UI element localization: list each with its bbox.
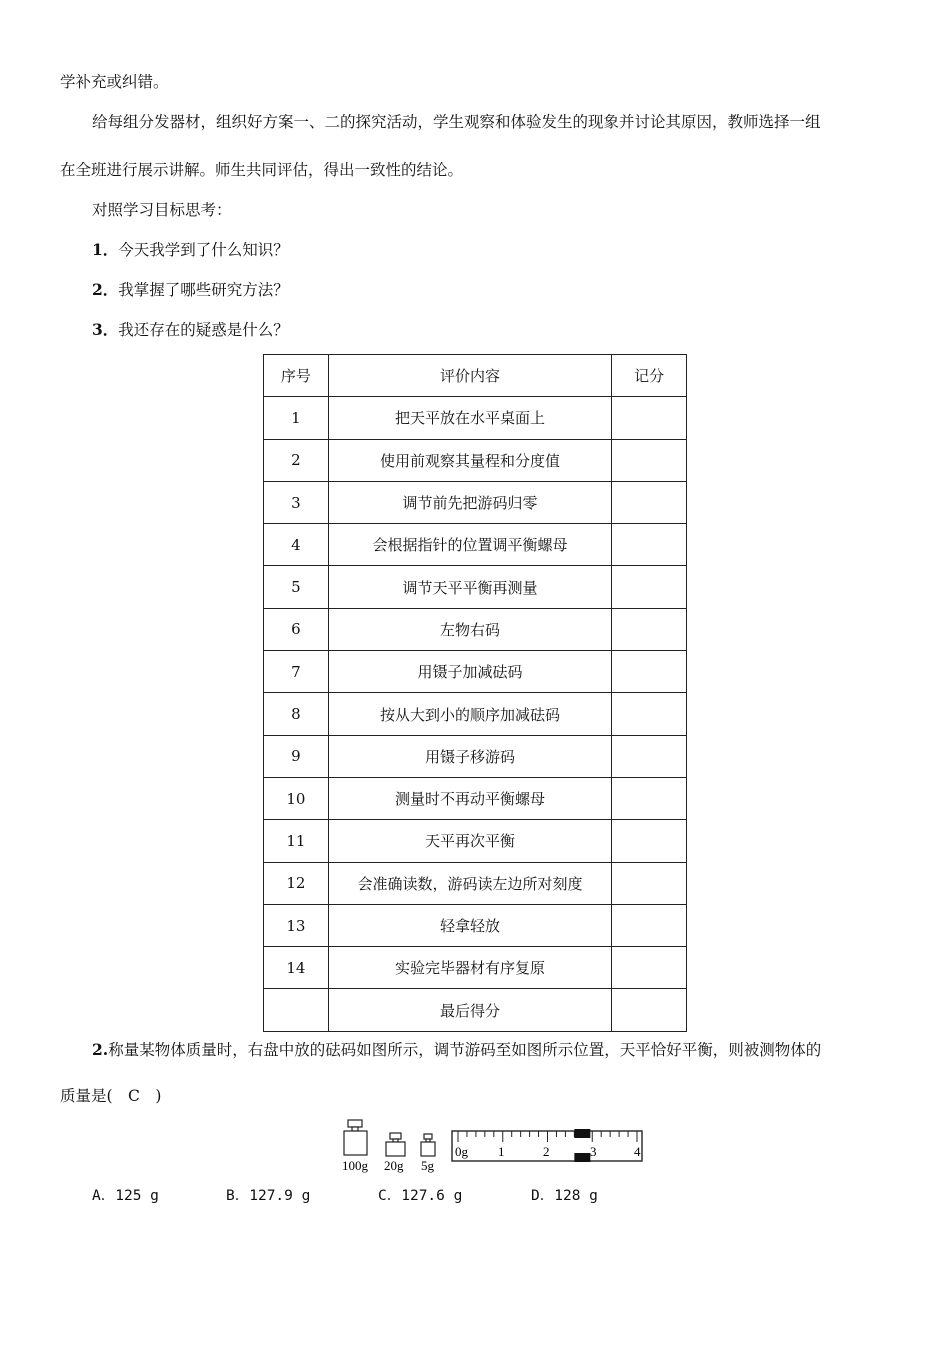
row-content: 会根据指针的位置调平衡螺母 — [328, 524, 611, 566]
paragraph-2-line-b: 在全班进行展示讲解。师生共同评估，得出一致性的结论。 — [60, 161, 464, 179]
row-score — [612, 693, 687, 735]
evaluation-table — [263, 354, 687, 1032]
row-score — [612, 439, 687, 481]
row-number: 9 — [264, 735, 329, 777]
row-number: 13 — [264, 904, 329, 946]
reflect-title: 对照学习目标思考： — [92, 201, 232, 219]
table-row — [264, 481, 687, 523]
row-content: 调节前先把游码归零 — [328, 481, 611, 523]
rider-top-icon — [574, 1129, 590, 1138]
row-number: 1 — [264, 397, 329, 439]
table-row — [264, 397, 687, 439]
question-3-number: 3． — [92, 320, 119, 339]
header-score: 记分 — [612, 355, 687, 397]
option-d: D．128 g — [531, 1188, 598, 1204]
weight-5g-icon — [421, 1134, 435, 1156]
row-number: 8 — [264, 693, 329, 735]
weight-100g-icon — [344, 1120, 367, 1155]
table-row — [264, 947, 687, 989]
row-content: 用镊子移游码 — [328, 735, 611, 777]
paragraph-2-line-a: 给每组分发器材，组织好方案一、二的探究活动，学生观察和体验发生的现象并讨论其原因，教师选择一组 — [92, 113, 821, 131]
row-score — [612, 989, 687, 1031]
table-header-row — [264, 355, 687, 397]
question-2 — [92, 280, 289, 300]
scale-label-2: 2 — [543, 1144, 550, 1159]
row-number: 14 — [264, 947, 329, 989]
row-content: 把天平放在水平桌面上 — [328, 397, 611, 439]
question-2-text: 我掌握了哪些研究方法？ — [118, 281, 289, 299]
rider-bottom-icon — [574, 1153, 590, 1162]
table-row — [264, 904, 687, 946]
row-content: 天平再次平衡 — [328, 820, 611, 862]
question-2-stem-b: 质量是( C ) — [60, 1087, 162, 1105]
row-score — [612, 820, 687, 862]
table-row — [264, 862, 687, 904]
row-score — [612, 524, 687, 566]
row-score — [612, 608, 687, 650]
question-2-main-text: 称量某物体质量时，右盘中放的砝码如图所示，调节游码至如图所示位置，天平恰好平衡，则被测物体的 — [108, 1041, 822, 1059]
table-row — [264, 989, 687, 1031]
question-2-main-number: 2. — [92, 1040, 109, 1059]
weight-label-20g: 20g — [384, 1158, 404, 1173]
row-number: 11 — [264, 820, 329, 862]
row-score — [612, 862, 687, 904]
row-score — [612, 947, 687, 989]
row-score — [612, 566, 687, 608]
row-content: 会准确读数，游码读左边所对刻度 — [328, 862, 611, 904]
row-content: 实验完毕器材有序复原 — [328, 947, 611, 989]
option-a: A．125 g — [92, 1188, 159, 1204]
row-number — [264, 989, 329, 1031]
question-1-text: 今天我学到了什么知识？ — [118, 241, 289, 259]
question-3 — [92, 320, 289, 340]
weight-label-5g: 5g — [421, 1158, 434, 1173]
question-3-text: 我还存在的疑惑是什么？ — [118, 321, 289, 339]
row-number: 7 — [264, 651, 329, 693]
row-score — [612, 481, 687, 523]
table-row — [264, 693, 687, 735]
row-content: 用镊子加减砝码 — [328, 651, 611, 693]
row-score — [612, 904, 687, 946]
question-1 — [92, 240, 289, 260]
row-content: 测量时不再动平衡螺母 — [328, 777, 611, 819]
row-number: 6 — [264, 608, 329, 650]
row-score — [612, 735, 687, 777]
table-row — [264, 777, 687, 819]
text-line-1: 学补充或纠错。 — [60, 73, 169, 91]
weight-label-100g: 100g — [342, 1158, 368, 1173]
row-number: 5 — [264, 566, 329, 608]
question-2-number: 2． — [92, 280, 119, 299]
row-content: 使用前观察其量程和分度值 — [328, 439, 611, 481]
row-number: 4 — [264, 524, 329, 566]
row-score — [612, 777, 687, 819]
table-row — [264, 820, 687, 862]
question-2-stem-a — [92, 1040, 821, 1060]
row-content: 调节天平平衡再测量 — [328, 566, 611, 608]
row-content: 轻拿轻放 — [328, 904, 611, 946]
row-number: 2 — [264, 439, 329, 481]
scale-label-4: 4 — [634, 1144, 641, 1159]
weights-and-scale-figure — [340, 1118, 645, 1174]
table-row — [264, 651, 687, 693]
row-number: 10 — [264, 777, 329, 819]
table-row — [264, 524, 687, 566]
scale-label-1: 1 — [498, 1144, 505, 1159]
row-score — [612, 397, 687, 439]
table-row — [264, 608, 687, 650]
row-content: 最后得分 — [328, 989, 611, 1031]
table-row — [264, 735, 687, 777]
row-content: 按从大到小的顺序加减砝码 — [328, 693, 611, 735]
header-content: 评价内容 — [328, 355, 611, 397]
row-content: 左物右码 — [328, 608, 611, 650]
row-score — [612, 651, 687, 693]
rider-scale — [452, 1129, 642, 1162]
weight-20g-icon — [386, 1133, 405, 1156]
header-number: 序号 — [264, 355, 329, 397]
row-number: 3 — [264, 481, 329, 523]
scale-label-0g: 0g — [455, 1144, 468, 1159]
table-row — [264, 566, 687, 608]
question-1-number: 1． — [92, 240, 119, 259]
option-b: B．127.9 g — [226, 1188, 311, 1204]
scale-label-3: 3 — [590, 1144, 597, 1159]
option-c: C．127.6 g — [378, 1188, 463, 1204]
row-number: 12 — [264, 862, 329, 904]
table-row — [264, 439, 687, 481]
